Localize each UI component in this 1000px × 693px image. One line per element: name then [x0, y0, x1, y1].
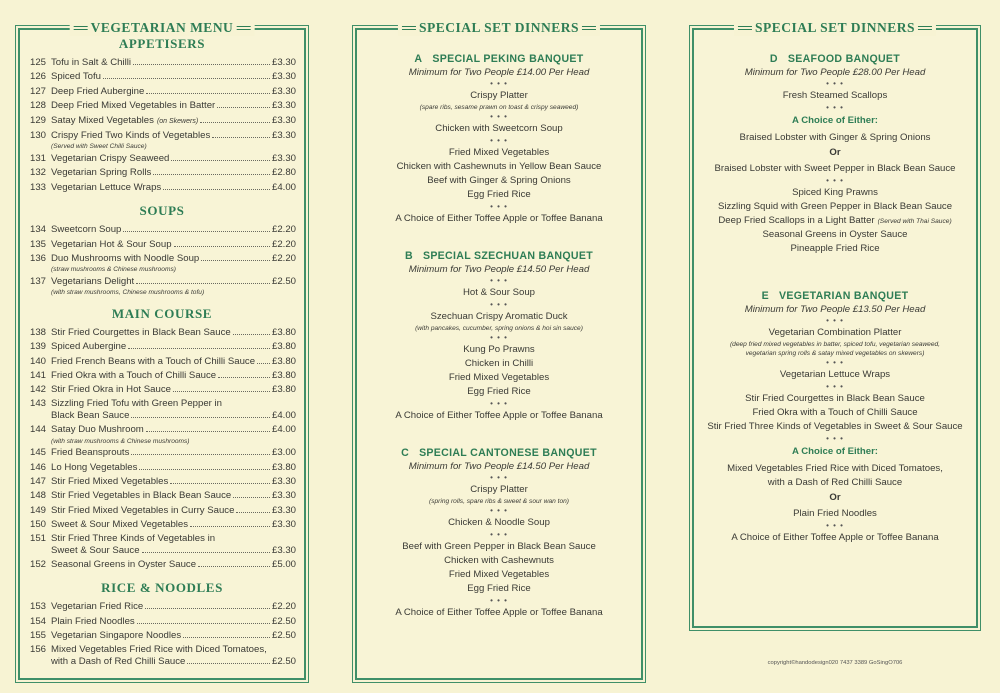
menu-item [30, 85, 296, 99]
item-number: 131 [30, 152, 47, 164]
item-price: £4.00 [271, 424, 296, 436]
leader-dots [142, 552, 270, 553]
item-price: £3.30 [271, 71, 296, 83]
item-name: Sweet & Sour Sauce [51, 544, 140, 556]
item-price: £2.20 [271, 224, 296, 236]
item-number: 137 [30, 275, 47, 287]
menu-item [30, 129, 296, 143]
or-label: Or [829, 147, 841, 158]
leader-dots [198, 566, 270, 567]
dish-note: (Served with Thai Sauce) [877, 218, 952, 225]
panel-title: VEGETARIAN MENU [70, 20, 255, 36]
item-price: £3.30 [271, 152, 296, 164]
item-name: Stir Fried Vegetables in Black Bean Sauce [51, 490, 232, 502]
menu-item [30, 166, 296, 180]
menu-item [30, 475, 296, 489]
separator-dots: • • • [826, 382, 844, 391]
menu-item [30, 615, 296, 629]
separator-dots: • • • [490, 300, 508, 309]
copyright-notice: copyright©handodesign020 7437 3389 GoSingO706 [767, 660, 903, 666]
banquet-name: SPECIAL PEKING BANQUET [432, 53, 584, 65]
menu-item [30, 558, 296, 572]
leader-dots [131, 417, 270, 418]
leader-dots [128, 348, 270, 349]
leader-dots [133, 64, 270, 65]
separator-dots: • • • [490, 276, 508, 285]
panel-title: SPECIAL SET DINNERS [398, 20, 600, 36]
banquet [694, 52, 976, 255]
item-price: £2.20 [271, 601, 296, 613]
separator-dots: • • • [490, 530, 508, 539]
item-name: Fried Okra with a Touch of Chilli Sauce [51, 370, 217, 381]
leader-dots [190, 526, 270, 527]
dish-name: Deep Fried Scallops in a Light Batter [718, 215, 875, 226]
menu-item-line [30, 644, 296, 655]
item-name: with a Dash of Red Chilli Sauce [51, 655, 186, 667]
item-number: 151 [30, 532, 47, 544]
item-name: Vegetarian Fried Rice [51, 601, 144, 613]
menu-item [30, 238, 296, 252]
leader-dots [236, 512, 270, 513]
item-name: Spiced Aubergine [51, 341, 127, 353]
menu-item [30, 181, 296, 195]
item-name: Stir Fried Mixed Vegetables [51, 475, 169, 487]
item-number: 142 [30, 384, 47, 396]
item-number: 150 [30, 519, 47, 531]
banquet-title [357, 446, 641, 460]
dish: Chicken with Cashewnuts [444, 555, 554, 566]
banquet-letter: D [769, 53, 778, 65]
item-number: 146 [30, 461, 47, 473]
menu-item [30, 544, 296, 558]
item-name: Satay Duo Mushroom [51, 424, 144, 436]
leader-dots [183, 637, 270, 638]
banquet-letter: C [401, 447, 410, 459]
item-price: £3.30 [271, 57, 296, 68]
menu-item [30, 629, 296, 643]
separator-dots: • • • [826, 316, 844, 325]
dish: Fried Mixed Vegetables [448, 569, 550, 580]
dish-note: (with pancakes, cucumber, spring onions & hoi sin sauce) [415, 325, 583, 332]
menu-item [30, 70, 296, 84]
dish: Hot & Sour Soup [463, 287, 535, 298]
leader-dots [218, 377, 270, 378]
menu-item [30, 489, 296, 503]
item-number: 155 [30, 630, 47, 642]
separator-dots: • • • [826, 358, 844, 367]
menu-item [30, 252, 296, 266]
dish: Fried Mixed Vegetables [448, 147, 550, 158]
dish: Stir Fried Three Kinds of Vegetables in Sweet & Sour Sauce [707, 421, 963, 432]
leader-dots [145, 608, 270, 609]
item-number: 128 [30, 100, 47, 112]
menu-item [30, 409, 296, 423]
item-number: 145 [30, 447, 47, 459]
banquet-title [694, 52, 976, 66]
dish-note: (deep fried mixed vegetables in batter, spiced tofu, vegetarian seaweed, [729, 341, 941, 348]
item-note: (straw mushrooms & Chinese mushrooms) [51, 266, 176, 274]
item-number: 136 [30, 252, 47, 264]
menu-item [30, 600, 296, 614]
banquet [357, 249, 641, 422]
item-name: Crispy Fried Two Kinds of Vegetables [51, 130, 211, 142]
banquet-letter: E [761, 290, 769, 302]
item-number: 139 [30, 341, 47, 353]
item-name: Sweet & Sour Mixed Vegetables [51, 519, 189, 531]
item-name: Stir Fried Okra in Hot Sauce [51, 384, 171, 396]
item-name: Stir Fried Mixed Vegetables in Curry Sauce [51, 504, 235, 516]
dish: Fried Mixed Vegetables [448, 372, 550, 383]
item-number: 138 [30, 326, 47, 338]
dish: Fresh Steamed Scallops [782, 90, 888, 101]
menu-item [30, 355, 296, 369]
item-price: £3.80 [271, 355, 296, 367]
item-note: (with straw mushrooms & Chinese mushrooms) [51, 437, 190, 445]
item-note: (Served with Sweet Chilli Sauce) [51, 143, 147, 151]
panel-title: SPECIAL SET DINNERS [734, 20, 936, 36]
dish: Vegetarian Lettuce Wraps [779, 369, 891, 380]
banquet-letter: B [405, 250, 413, 262]
separator-dots: • • • [826, 521, 844, 530]
menu-item [30, 340, 296, 354]
dish: A Choice of Either Toffee Apple or Toffee Banana [395, 213, 603, 224]
item-name: Vegetarian Hot & Sour Soup [51, 238, 172, 250]
separator-dots: • • • [490, 333, 508, 342]
menu-item [30, 518, 296, 532]
leader-dots [153, 174, 270, 175]
menu-item [30, 369, 296, 383]
dish: Egg Fried Rice [467, 189, 531, 200]
menu-item [30, 114, 296, 129]
item-price: £3.80 [271, 326, 296, 338]
set-dinners-panel-1 [355, 20, 643, 680]
dish: Plain Fried Noodles [793, 508, 877, 519]
dish: Spiced King Prawns [792, 187, 878, 198]
dish-note: (spare ribs, sesame prawn on toast & crispy seaweed) [419, 104, 579, 111]
item-number: 153 [30, 601, 47, 613]
dish: Egg Fried Rice [467, 583, 531, 594]
menu-item-line [30, 398, 296, 409]
item-number: 156 [30, 643, 47, 655]
dish: Crispy Platter [470, 484, 528, 495]
item-price: £3.80 [271, 384, 296, 396]
item-price: £3.30 [271, 504, 296, 516]
banquet-price: Minimum for Two People £14.50 Per Head [408, 461, 590, 472]
set-dinners-panel-2 [692, 20, 978, 628]
leader-dots [233, 497, 270, 498]
dish: A Choice of Either Toffee Apple or Toffee Banana [731, 532, 939, 543]
dish: Kung Po Prawns [463, 344, 535, 355]
separator-dots: • • • [826, 434, 844, 443]
menu-item-line [30, 533, 296, 544]
leader-dots [139, 469, 270, 470]
item-number: 152 [30, 558, 47, 570]
item-number: 143 [30, 397, 47, 409]
item-price: £3.80 [271, 341, 296, 353]
item-number: 129 [30, 114, 47, 126]
leader-dots [171, 160, 270, 161]
dish: Chicken with Sweetcorn Soup [435, 123, 563, 134]
leader-dots [217, 107, 270, 108]
choice-heading: A Choice of Either: [792, 115, 878, 126]
item-price: £3.30 [271, 544, 296, 556]
item-name-line1: Stir Fried Three Kinds of Vegetables in [51, 532, 216, 544]
dish: Mixed Vegetables Fried Rice with Diced Tomatoes, [727, 463, 943, 474]
banquet-price: Minimum for Two People £14.50 Per Head [408, 264, 590, 275]
item-name: Duo Mushrooms with Noodle Soup [51, 252, 200, 264]
menu-item [30, 383, 296, 397]
menu-item [30, 56, 296, 70]
item-name: Spiced Tofu [51, 71, 101, 83]
leader-dots [233, 334, 270, 335]
leader-dots [131, 454, 270, 455]
dish: Braised Lobster with Ginger & Spring Onions [739, 132, 931, 143]
menu-item [30, 461, 296, 475]
item-price: £3.30 [271, 519, 296, 531]
banquet-name: VEGETARIAN BANQUET [778, 290, 909, 302]
item-price: £2.20 [271, 238, 296, 250]
menu-item [30, 99, 296, 113]
leader-dots [174, 246, 270, 247]
menu-list [20, 326, 304, 573]
dish: Braised Lobster with Sweet Pepper in Black Bean Sauce [714, 163, 956, 174]
item-name: Vegetarian Spring Rolls [51, 167, 152, 179]
item-name-line1: Sizzling Fried Tofu with Green Pepper in [51, 397, 222, 409]
dish: Crispy Platter [470, 90, 528, 101]
menu-item [30, 655, 296, 669]
separator-dots: • • • [826, 103, 844, 112]
dish [694, 214, 976, 227]
banquet-name: SPECIAL CANTONESE BANQUET [419, 447, 597, 459]
item-price: £2.20 [271, 252, 296, 264]
dish-note: vegetarian spring rolls & satay mixed vegetables on skewers) [745, 350, 925, 357]
item-sub: (on Skewers) [156, 117, 199, 125]
banquet [357, 446, 641, 619]
banquet-name: SEAFOOD BANQUET [787, 53, 901, 65]
item-name: Vegetarians Delight [51, 275, 135, 287]
menu-item [30, 326, 296, 340]
leader-dots [163, 189, 270, 190]
item-name: Plain Fried Noodles [51, 615, 135, 627]
item-name: Fried French Beans with a Touch of Chilli Sauce [51, 355, 256, 367]
separator-dots: • • • [490, 112, 508, 121]
item-number: 141 [30, 370, 47, 381]
dish: Pineapple Fried Rice [790, 243, 880, 254]
item-price: £3.30 [271, 114, 296, 126]
item-name: Vegetarian Crispy Seaweed [51, 152, 170, 164]
item-name: Fried Beansprouts [51, 447, 130, 459]
leader-dots [170, 483, 270, 484]
banquet-price: Minimum for Two People £28.00 Per Head [744, 67, 926, 78]
dish: Stir Fried Courgettes in Black Bean Sauce [745, 393, 925, 404]
separator-dots: • • • [490, 136, 508, 145]
item-number: 127 [30, 85, 47, 97]
menu-item [30, 275, 296, 289]
menu-list [20, 56, 304, 195]
item-number: 125 [30, 57, 47, 68]
leader-dots [137, 623, 270, 624]
dish-note: (spring rolls, spare ribs & sweet & sour wan ton) [429, 498, 569, 505]
menu-item [30, 446, 296, 460]
dish: A Choice of Either Toffee Apple or Toffee Banana [395, 410, 603, 421]
item-price: £3.30 [271, 130, 296, 142]
item-number: 132 [30, 167, 47, 179]
item-note: (with straw mushrooms, Chinese mushrooms & tofu) [51, 289, 205, 297]
banquet-title [694, 289, 976, 303]
separator-dots: • • • [490, 79, 508, 88]
menu-item [30, 504, 296, 518]
item-number: 149 [30, 504, 47, 516]
banquet-price: Minimum for Two People £13.50 Per Head [744, 304, 926, 315]
item-number: 135 [30, 238, 47, 250]
leader-dots [146, 431, 270, 432]
dish: Szechuan Crispy Aromatic Duck [430, 311, 568, 322]
item-name: Vegetarian Singapore Noodles [51, 630, 182, 642]
item-name: Deep Fried Mixed Vegetables in Batter [51, 100, 216, 112]
item-name: Deep Fried Aubergine [51, 85, 145, 97]
dish: Vegetarian Combination Platter [768, 327, 902, 338]
leader-dots [146, 93, 270, 94]
dish: A Choice of Either Toffee Apple or Toffee Banana [395, 607, 603, 618]
menu-list [20, 223, 304, 298]
leader-dots [123, 231, 270, 232]
banquet-letter: A [414, 53, 423, 65]
item-number: 126 [30, 71, 47, 83]
separator-dots: • • • [490, 596, 508, 605]
item-name: Lo Hong Vegetables [51, 461, 138, 473]
leader-dots [187, 663, 270, 664]
item-price: £3.00 [271, 447, 296, 459]
item-price: £2.50 [271, 655, 296, 667]
item-price: £3.30 [271, 490, 296, 502]
dish: Beef with Ginger & Spring Onions [427, 175, 571, 186]
leader-dots [200, 122, 270, 123]
item-number: 148 [30, 490, 47, 502]
menu-item [30, 423, 296, 437]
leader-dots [173, 391, 270, 392]
separator-dots: • • • [826, 176, 844, 185]
item-name: Satay Mixed Vegetables [51, 114, 154, 126]
section-heading: RICE & NOODLES [101, 580, 223, 596]
banquet-title [357, 249, 641, 263]
item-price: £2.50 [271, 615, 296, 627]
dish: Chicken with Cashewnuts in Yellow Bean Sauce [396, 161, 602, 172]
section-heading: APPETISERS [118, 36, 206, 51]
dish: Chicken & Noodle Soup [448, 517, 550, 528]
section-heading: SOUPS [139, 203, 185, 219]
item-price: £3.80 [271, 370, 296, 381]
item-price: £4.00 [271, 409, 296, 421]
item-name: Black Bean Sauce [51, 409, 130, 421]
item-name-line1: Mixed Vegetables Fried Rice with Diced Tomatoes, [51, 643, 267, 655]
banquet-title [357, 52, 641, 66]
dish: Sizzling Squid with Green Pepper in Black Bean Sauce [717, 201, 953, 212]
dish: Fried Okra with a Touch of Chilli Sauce [752, 407, 918, 418]
banquet [694, 289, 976, 544]
item-number: 147 [30, 475, 47, 487]
item-number: 144 [30, 424, 47, 436]
leader-dots [257, 363, 270, 364]
item-name: Vegetarian Lettuce Wraps [51, 181, 162, 193]
separator-dots: • • • [490, 399, 508, 408]
item-name: Tofu in Salt & Chilli [51, 57, 131, 68]
item-name: Sweetcorn Soup [51, 224, 122, 236]
item-name: Seasonal Greens in Oyster Sauce [51, 558, 197, 570]
dish: Egg Fried Rice [467, 386, 531, 397]
separator-dots: • • • [490, 473, 508, 482]
separator-dots: • • • [826, 79, 844, 88]
dish: Seasonal Greens in Oyster Sauce [762, 229, 908, 240]
leader-dots [103, 78, 270, 79]
leader-dots [212, 137, 270, 138]
menu-item [30, 152, 296, 166]
dish: Beef with Green Pepper in Black Bean Sauce [402, 541, 596, 552]
or-label: Or [829, 492, 841, 503]
banquet [357, 52, 641, 225]
vegetarian-menu-panel [18, 20, 306, 680]
item-number: 133 [30, 181, 47, 193]
item-price: £4.00 [271, 181, 296, 193]
item-number: 134 [30, 224, 47, 236]
item-price: £3.80 [271, 461, 296, 473]
leader-dots [136, 283, 270, 284]
item-price: £3.30 [271, 100, 296, 112]
item-name: Stir Fried Courgettes in Black Bean Sauce [51, 326, 231, 338]
choice-heading: A Choice of Either: [792, 446, 878, 457]
item-price: £3.30 [271, 475, 296, 487]
banquet-name: SPECIAL SZECHUAN BANQUET [422, 250, 593, 262]
dish: with a Dash of Red Chilli Sauce [767, 477, 903, 488]
item-price: £5.00 [271, 558, 296, 570]
section-heading: MAIN COURSE [111, 305, 213, 321]
item-number: 154 [30, 615, 47, 627]
menu-item [30, 223, 296, 237]
leader-dots [201, 260, 270, 261]
separator-dots: • • • [490, 202, 508, 211]
item-price: £2.50 [271, 630, 296, 642]
dish: Chicken in Chilli [464, 358, 534, 369]
banquet-price: Minimum for Two People £14.00 Per Head [408, 67, 590, 78]
separator-dots: • • • [490, 506, 508, 515]
item-number: 140 [30, 355, 47, 367]
item-number: 130 [30, 130, 47, 142]
item-price: £2.80 [271, 167, 296, 179]
menu-list [20, 600, 304, 669]
item-price: £2.50 [271, 275, 296, 287]
item-price: £3.30 [271, 85, 296, 97]
